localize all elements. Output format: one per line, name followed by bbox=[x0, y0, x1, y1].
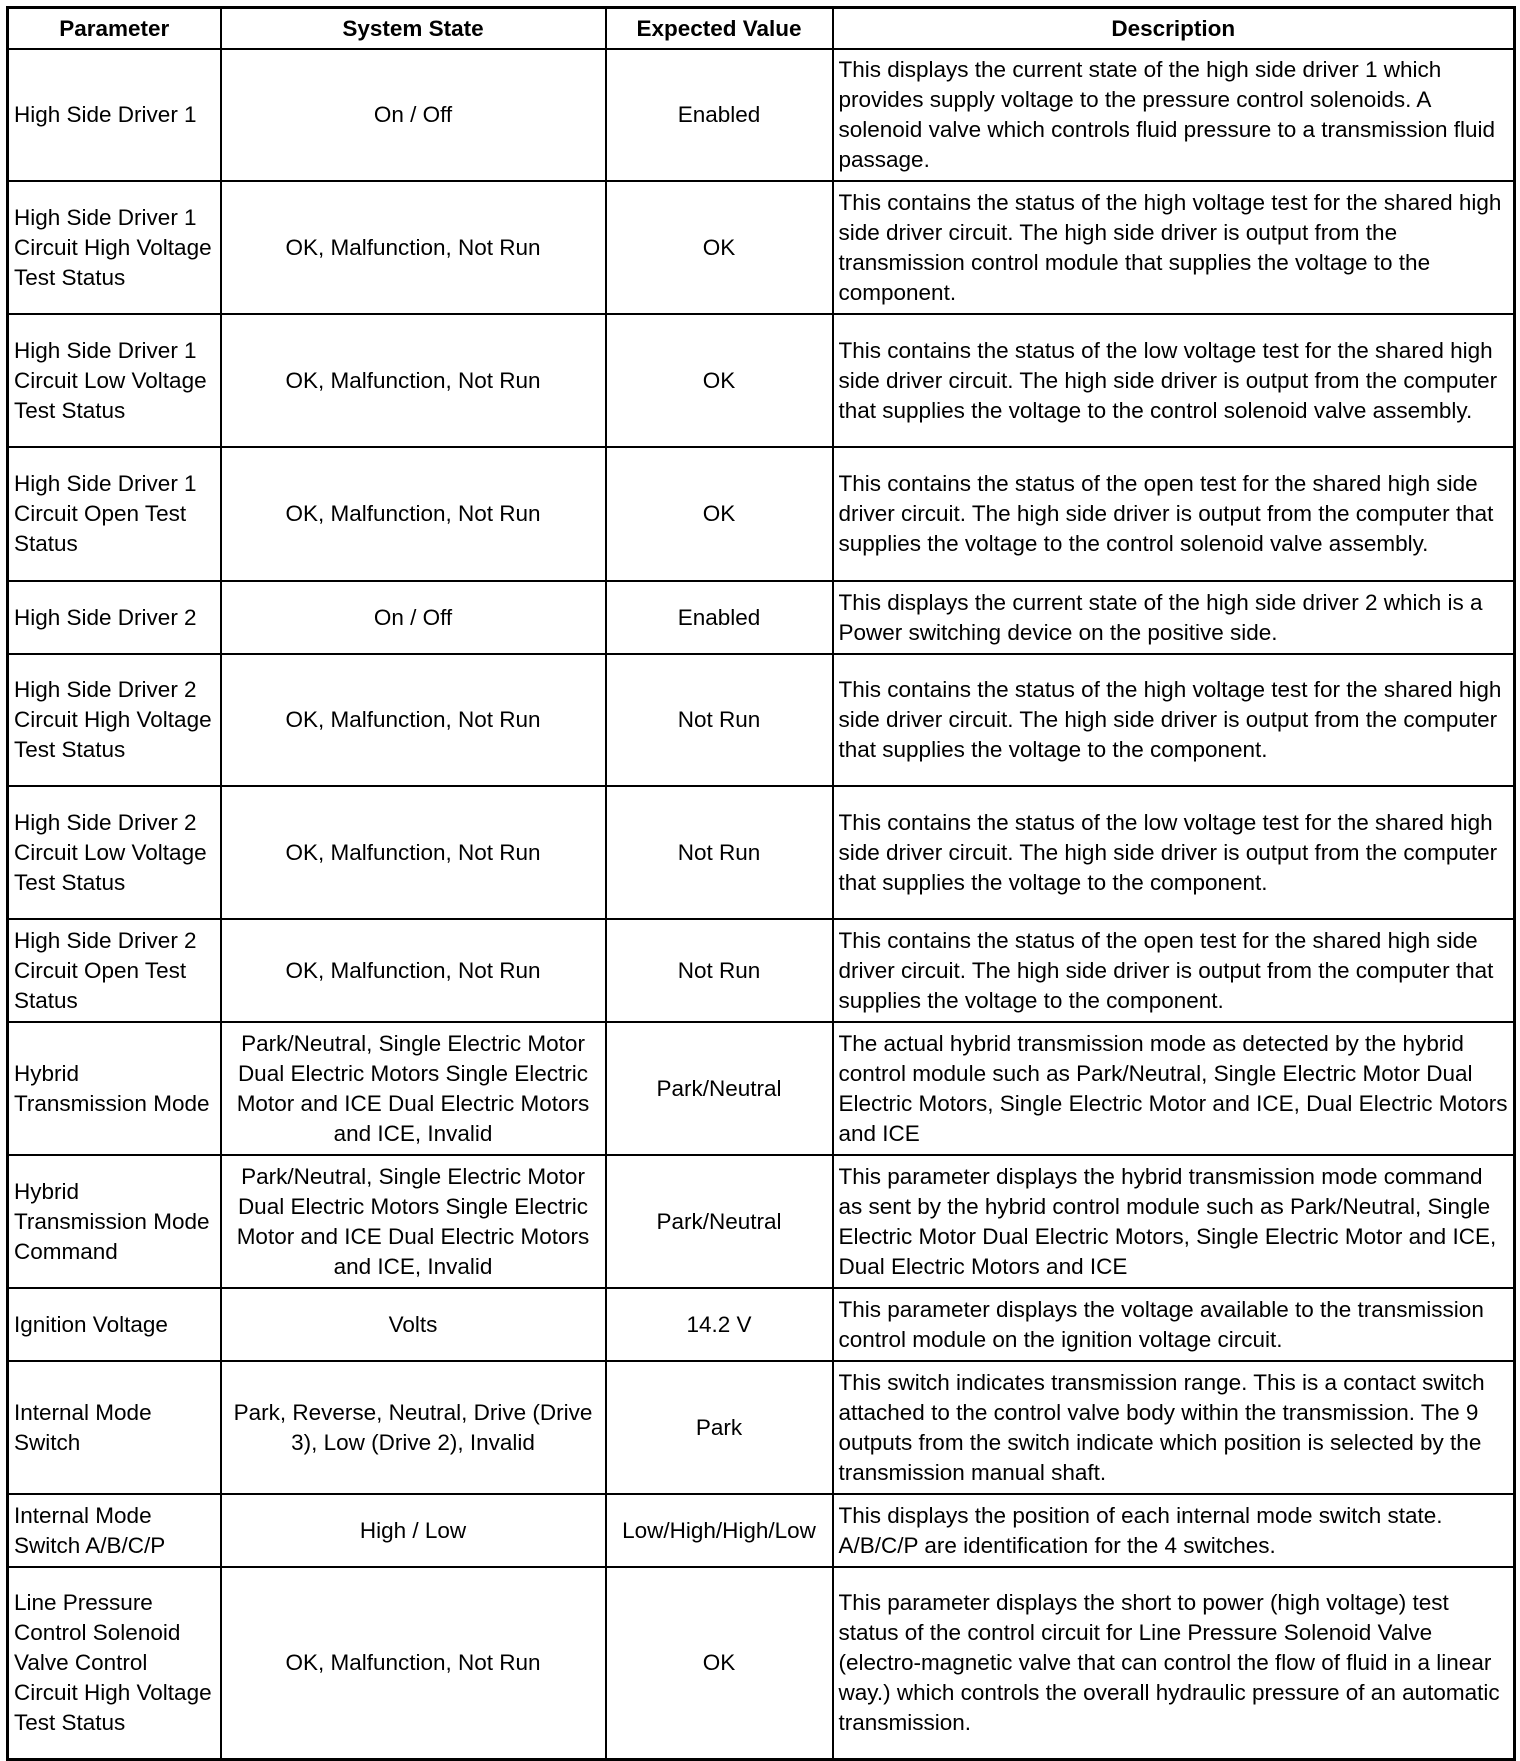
parameter-cell: Hybrid Transmission Mode bbox=[8, 1022, 221, 1155]
expected-value-cell: OK bbox=[606, 181, 833, 314]
header-parameter: Parameter bbox=[8, 8, 221, 50]
parameter-cell: High Side Driver 1 bbox=[8, 49, 221, 181]
header-expected-value: Expected Value bbox=[606, 8, 833, 50]
parameter-cell: Internal Mode Switch bbox=[8, 1361, 221, 1494]
parameter-cell: High Side Driver 2 Circuit Open Test Status bbox=[8, 919, 221, 1022]
description-cell: This contains the status of the high voltage test for the shared high side driver circuit. The high side driver is output from the computer that supplies the voltage to the component. bbox=[833, 654, 1515, 786]
table-row bbox=[8, 447, 1515, 581]
description-cell: This switch indicates transmission range. This is a contact switch attached to the control valve body within the transmission. The 9 outputs from the switch indicate which position is selected by the transmission manual shaft. bbox=[833, 1361, 1515, 1494]
parameter-cell: High Side Driver 2 Circuit Low Voltage Test Status bbox=[8, 786, 221, 919]
table-row bbox=[8, 1022, 1515, 1155]
parameter-cell: Ignition Voltage bbox=[8, 1288, 221, 1361]
system-state-cell: Park/Neutral, Single Electric Motor Dual Electric Motors Single Electric Motor and ICE Dual Electric Motors and ICE, Invalid bbox=[221, 1155, 606, 1288]
system-state-cell: Volts bbox=[221, 1288, 606, 1361]
system-state-cell: Park, Reverse, Neutral, Drive (Drive 3), Low (Drive 2), Invalid bbox=[221, 1361, 606, 1494]
system-state-cell: OK, Malfunction, Not Run bbox=[221, 181, 606, 314]
parameter-cell: High Side Driver 1 Circuit Open Test Status bbox=[8, 447, 221, 581]
parameter-cell: Internal Mode Switch A/B/C/P bbox=[8, 1494, 221, 1567]
system-state-cell: High / Low bbox=[221, 1494, 606, 1567]
table-row bbox=[8, 1494, 1515, 1567]
expected-value-cell: Not Run bbox=[606, 919, 833, 1022]
expected-value-cell: Park bbox=[606, 1361, 833, 1494]
system-state-cell: OK, Malfunction, Not Run bbox=[221, 919, 606, 1022]
table-row bbox=[8, 1288, 1515, 1361]
table-row bbox=[8, 654, 1515, 786]
system-state-cell: On / Off bbox=[221, 581, 606, 654]
system-state-cell: Park/Neutral, Single Electric Motor Dual Electric Motors Single Electric Motor and ICE Dual Electric Motors and ICE, Invalid bbox=[221, 1022, 606, 1155]
description-cell: This parameter displays the hybrid transmission mode command as sent by the hybrid control module such as Park/Neutral, Single Electric Motor Dual Electric Motors, Single Electric Motor and ICE, Dual Electric Motors and ICE bbox=[833, 1155, 1515, 1288]
parameter-cell: High Side Driver 2 Circuit High Voltage Test Status bbox=[8, 654, 221, 786]
description-cell: This contains the status of the high voltage test for the shared high side driver circuit. The high side driver is output from the transmission control module that supplies the voltage to the component. bbox=[833, 181, 1515, 314]
system-state-cell: On / Off bbox=[221, 49, 606, 181]
description-cell: This displays the current state of the high side driver 2 which is a Power switching device on the positive side. bbox=[833, 581, 1515, 654]
table-row bbox=[8, 786, 1515, 919]
description-cell: This parameter displays the voltage available to the transmission control module on the ignition voltage circuit. bbox=[833, 1288, 1515, 1361]
expected-value-cell: Enabled bbox=[606, 581, 833, 654]
description-cell: This contains the status of the open test for the shared high side driver circuit. The high side driver is output from the computer that supplies the voltage to the component. bbox=[833, 919, 1515, 1022]
table-row bbox=[8, 581, 1515, 654]
table-row bbox=[8, 919, 1515, 1022]
table-row bbox=[8, 1361, 1515, 1494]
table-row bbox=[8, 1155, 1515, 1288]
system-state-cell: OK, Malfunction, Not Run bbox=[221, 1567, 606, 1759]
expected-value-cell: Not Run bbox=[606, 786, 833, 919]
system-state-cell: OK, Malfunction, Not Run bbox=[221, 786, 606, 919]
header-description: Description bbox=[833, 8, 1515, 50]
system-state-cell: OK, Malfunction, Not Run bbox=[221, 314, 606, 447]
parameter-cell: Line Pressure Control Solenoid Valve Control Circuit High Voltage Test Status bbox=[8, 1567, 221, 1759]
table-row bbox=[8, 49, 1515, 181]
system-state-cell: OK, Malfunction, Not Run bbox=[221, 654, 606, 786]
description-cell: This contains the status of the open test for the shared high side driver circuit. The high side driver is output from the computer that supplies the voltage to the control solenoid valve assembly. bbox=[833, 447, 1515, 581]
expected-value-cell: OK bbox=[606, 1567, 833, 1759]
table-row bbox=[8, 1567, 1515, 1759]
expected-value-cell: Park/Neutral bbox=[606, 1155, 833, 1288]
expected-value-cell: OK bbox=[606, 447, 833, 581]
description-cell: This parameter displays the short to power (high voltage) test status of the control circuit for Line Pressure Solenoid Valve (electro-magnetic valve that can control the flow of fluid in a linear way.) which controls the overall hydraulic pressure of an automatic transmission. bbox=[833, 1567, 1515, 1759]
parameter-cell: Hybrid Transmission Mode Command bbox=[8, 1155, 221, 1288]
expected-value-cell: Park/Neutral bbox=[606, 1022, 833, 1155]
parameter-table bbox=[6, 6, 1516, 1761]
expected-value-cell: 14.2 V bbox=[606, 1288, 833, 1361]
header-system-state: System State bbox=[221, 8, 606, 50]
parameter-cell: High Side Driver 1 Circuit Low Voltage Test Status bbox=[8, 314, 221, 447]
description-cell: This contains the status of the low voltage test for the shared high side driver circuit. The high side driver is output from the computer that supplies the voltage to the component. bbox=[833, 786, 1515, 919]
expected-value-cell: OK bbox=[606, 314, 833, 447]
description-cell: This displays the position of each internal mode switch state. A/B/C/P are identification for the 4 switches. bbox=[833, 1494, 1515, 1567]
description-cell: The actual hybrid transmission mode as detected by the hybrid control module such as Park/Neutral, Single Electric Motor Dual Electric Motors, Single Electric Motor and ICE, Dual Electric Motors and ICE bbox=[833, 1022, 1515, 1155]
expected-value-cell: Not Run bbox=[606, 654, 833, 786]
expected-value-cell: Low/High/High/Low bbox=[606, 1494, 833, 1567]
parameter-cell: High Side Driver 2 bbox=[8, 581, 221, 654]
description-cell: This contains the status of the low voltage test for the shared high side driver circuit. The high side driver is output from the computer that supplies the voltage to the control solenoid valve assembly. bbox=[833, 314, 1515, 447]
table-row bbox=[8, 314, 1515, 447]
system-state-cell: OK, Malfunction, Not Run bbox=[221, 447, 606, 581]
parameter-cell: High Side Driver 1 Circuit High Voltage Test Status bbox=[8, 181, 221, 314]
header-row bbox=[8, 8, 1515, 50]
description-cell: This displays the current state of the high side driver 1 which provides supply voltage to the pressure control solenoids. A solenoid valve which controls fluid pressure to a transmission fluid passage. bbox=[833, 49, 1515, 181]
expected-value-cell: Enabled bbox=[606, 49, 833, 181]
table-row bbox=[8, 181, 1515, 314]
